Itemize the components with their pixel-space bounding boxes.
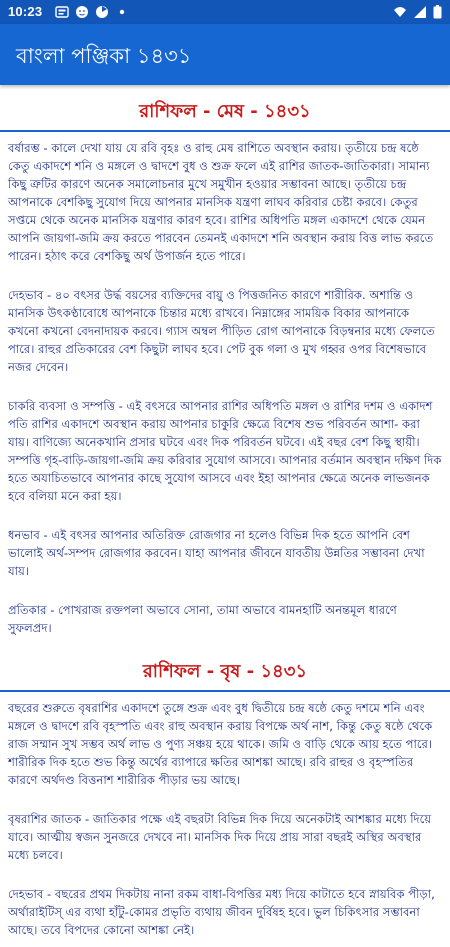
- paragraph: বৃষরাশির জাতক - জাতিকার পক্ষে এই বছরটা বিভিন্ন দিক দিয়ে অনেকটাই আশঙ্কার মধ্যে দিয়ে যাবে। আত্মীয় স্বজন সুনজরে দেখবে না। মানসিক দিক দিয়ে প্রায় সারা বছরই অস্থির অবস্থার মধ্যে চলবে।: [8, 812, 432, 862]
- paragraph: চাকরি ব্যবসা ও সম্পত্তি - এই বৎসরে আপনার রাশির অধিপতি মঙ্গল ও রাশির দশম ও একাদশ পতি রাশির একাদশে অবস্থান করায় আপনার চাকুরি ক্ষেত্রে বিশেষ শুভ পরিবর্তন আশা- করা যায়। বাণিজ্যে অনেকখানি প্রসার ঘটবে এবং দিক পরিবর্তন ঘটবে। এই বছর বেশ কিছু স্থায়ী। সম্পত্তি গৃহ-বাড়ি-জায়গা-জমি ক্রয় করিবার সুযোগ আসবে। আপনার বর্তমান অবস্থান দক্ষিণ দিক হতে অযাচিতভাবে আপনার কাছে সুযোগ আসবে এবং ইহা আপনার ক্ষেত্রে অনেক লাভজনক হবে বলিয়া মনে করা হয়।: [8, 399, 442, 503]
- battery-icon: [433, 5, 442, 19]
- status-left-icons: [55, 5, 129, 19]
- wifi-icon: [393, 5, 407, 19]
- status-time: 10:23: [8, 4, 43, 19]
- paragraph: দেহভাব - বছরের প্রথম দিকটায় নানা রকম বাধা-বিপত্তির মধ্য দিয়ে কাটাতে হবে স্নায়বিক পীড়া, অর্থারাইটিস্ এর ব্যথা হাঁটু-কোমর প্রভৃতি ব্যথায় জীবন দুর্বিষহ হবে। ভুল চিকিৎসার সম্ভাবনা আছে। তবে বিপদের কোনো আশঙ্কা নেই।: [8, 887, 435, 937]
- section-mesh: [0, 97, 450, 645]
- content-scroll[interactable]: [0, 85, 450, 937]
- dot-icon: [115, 5, 129, 19]
- paragraph: ধনভাব - এই বৎসর আপনার অতিরিক্ত রোজগার না হলেও বিভিন্ন দিক হতে আপনি বেশ ভালোই অর্থ-সম্পদ রোজগার করবেন। যাহা আপনার জীবনে যাবতীয় উন্নতির সম্ভাবনা দেখা যায়।: [8, 528, 425, 578]
- section-brisha: [0, 657, 450, 947]
- status-right-icons: [393, 5, 442, 19]
- photos-icon: [95, 5, 109, 19]
- paragraph: বর্ষারম্ভ - কালে দেখা যায় যে রবি বৃহঃ ও রাহু মেষ রাশিতে অবস্থান করায়। তৃতীয়ে চন্দ্র ষষ্ঠে কেতু একাদশে শনি ও মঙ্গলে ও দ্বাদশে বুধ ও শুক্র ফলে এই রাশির জাতক-জাতিকারা। সামান্য কিছু ত্রুটির কারণে অনেক সমালোচনার মুখে সমুখীন হওয়ার সম্ভাবনা আছে। তৃতীয়ে চন্দ্র আপনাকে বেশকিছু সুযোগ দিয়ে আপনার মানসিক যন্ত্রণা লাঘব করিবার চেষ্টা করবে। কেতুর সপ্তমে থেকে অনেক মানসিক যন্ত্রণার কারণ হবে। রাশির অধিপতি মঙ্গল একাদশে থেকে যেমন আপনি জায়গা-জমি ক্রয় করতে পারবেন তেমনই একাদশে শনি অবস্থান করায় বিত্ত লাভ করতে পারেন। হঠাৎ করে বেশকিছু অর্থ উপার্জন হতে পারে।: [8, 141, 434, 263]
- paragraph: বছরের শুরুতে বৃষরাশির একাদশে তুঙ্গে শুক্র এবং বুধ দ্বিতীয়ে চন্দ্র ষষ্ঠে কেতু দশমে শনি এবং মঙ্গলে ও দ্বাদশে রবি বৃহস্পতি এবং রাহু অবস্থান করায় বিপক্ষে অর্থ নাশ, কিন্তু কেতু ষষ্ঠে থেকে রাজ সম্মান সুখ সম্ভব অর্থ লাভ ও পুণ্য সঞ্চয় হয়ে থাকে। জমি ও বাড়ি থেকে আয় হতে পারে। শারীরিক দিক হতে শুভ কিন্তু অর্থের ব্যাপারে ক্ষতির আশঙ্কা আছে। রবি রাহুর ও বৃহস্পতির কারণে অর্থদণ্ড বিত্তনাশ শারীরিক পীড়ার ভয় আছে।: [8, 701, 433, 787]
- paragraph: দেহভাব - ৪০ বৎসর উর্দ্ধ বয়সের ব্যক্তিদের বায়ু ও পিত্তজনিত কারণে শারীরিক. অশান্তি ও মানসিক উৎকণ্ঠাবোধে আপনাকে চিন্তার মধ্যে রাখবে। নিম্নাঙ্গের সাময়িক বিকার আপনাকে কখনো কখনো বেদনাদায়ক করবে। গ্যাস অম্বল পীড়িত রোগ আপনাকে বিড়ম্বনার মধ্যে ফেলতে পারে। রাহুর প্রতিকারের বেশ কিছুটা লাঘব হবে। পেট বুক গলা ও মুখ গহ্বর ওপর বিশেষভাবে নজর দেবেন।: [8, 288, 435, 374]
- app-title: বাংলা পঞ্জিকা ১৪৩১: [16, 44, 192, 68]
- status-bar: [0, 0, 450, 24]
- face-icon: [75, 5, 89, 19]
- section-heading: রাশিফল - বৃষ - ১৪৩১: [142, 661, 308, 682]
- section-divider: [0, 690, 450, 692]
- section-divider: [0, 130, 450, 132]
- app-bar: [0, 24, 450, 85]
- notification-icon: [55, 5, 69, 19]
- signal-icon: [413, 5, 427, 19]
- section-heading: রাশিফল - মেষ - ১৪৩১: [139, 101, 311, 122]
- paragraph: প্রতিকার - পোখরাজ রক্তপলা অভাবে সোনা, তামা অভাবে বামনহাটি অনন্তমূল ধারণে সুফলপ্রদ।: [8, 603, 397, 635]
